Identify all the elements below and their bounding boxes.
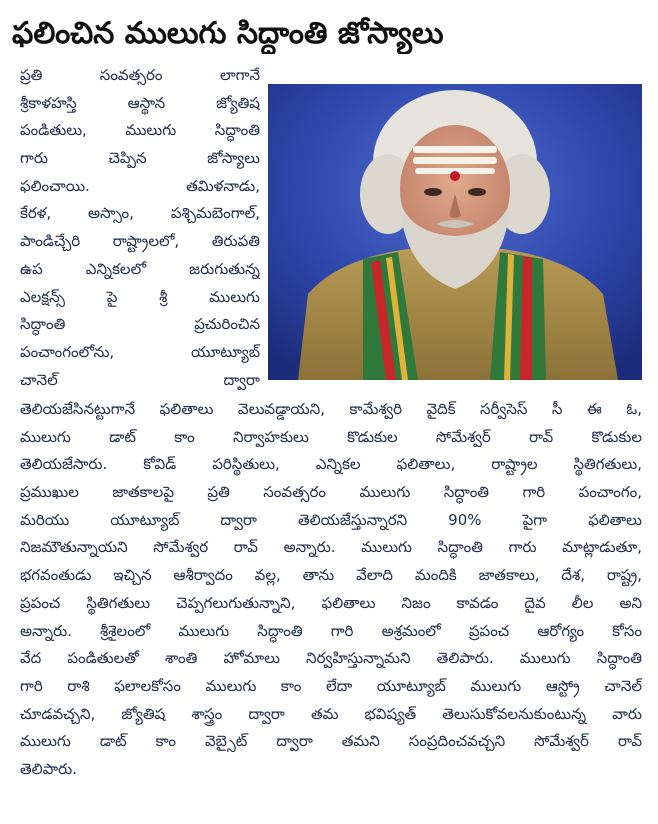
portrait-photo-graphic [268, 84, 642, 380]
text-line: పంచాంగంలోను, యూట్యూబ్ [20, 342, 260, 361]
text-line: ఎలక్షన్స్ పై శ్రీ ములుగు [20, 287, 260, 306]
text-line: చానెల్ ద్వారా [20, 370, 260, 389]
text-line: గారి రాశి ఫలాలకోసం ములుగు కాం లేదా యూట్యూబ్ ములుగు ఆస్ట్రో చానెల్ [20, 676, 642, 695]
text-line: సిద్ధాంతి ప్రచురించిన [20, 315, 260, 334]
full-width-text [20, 396, 642, 784]
text-line: భగవంతుడు ఇచ్చిన ఆశీర్వాదం వల్ల, తాను వేలాది మందికి జాతకాలు, దేశ, రాష్ట్ర, [20, 566, 642, 585]
text-line: పాండిచ్చేరి రాష్ట్రాలలో, తిరుపతి [20, 232, 260, 251]
text-line: పండితులు, ములుగు సిద్ధాంతి [20, 121, 260, 140]
text-line: తెలిపారు. [20, 759, 77, 778]
text-line: శ్రీకాళహస్తి ఆస్థాన జ్యోతిష [20, 93, 260, 112]
text-line: అన్నారు. శ్రీశైలంలో ములుగు సిద్ధాంతి గారి అశ్రమంలో ప్రపంచ ఆరోగ్యం కోసం [20, 621, 642, 640]
text-line: ప్రపంచ స్థితిగతులు చెప్పగలుగుతున్నాని, ఫలితాలు నిజం కావడం దైవ లీల అని [20, 593, 642, 612]
headline: ఫలించిన ములుగు సిద్ధాంతి జోస్యాలు [12, 16, 444, 51]
text-line: ప్రతి సంవత్సరం లాగానే [20, 66, 260, 84]
text-line: గారు చెప్పిన జోస్యాలు [20, 149, 260, 168]
text-line: మరియు యూట్యూబ్ ద్వారా తెలియజేస్తున్నారని 90% పైగా ఫలితాలు [20, 510, 642, 529]
text-line: ములుగు డాట్ కాం వెబ్సైట్ ద్వారా తమని సంప్రదించవచ్చని సోమేశ్వర్ రావ్ [20, 732, 642, 751]
text-line: నిజమౌతున్నాయని సోమేశ్వర రావ్ అన్నారు. ములుగు సిద్ధాంతి గారు మాట్లాడుతూ, [20, 538, 642, 557]
text-line: తెలియజేసారు. కోవిడ్ పరిస్థితులు, ఎన్నికల ఫలితాలు, రాష్ట్రాల స్థితిగతులు, [20, 455, 642, 474]
portrait-photo [268, 84, 642, 380]
text-line: వేద పండితులతో శాంతి హోమాలు నిర్వహిస్తున్నామని తెలిపారు. ములుగు సిద్ధాంతి [20, 649, 642, 668]
text-line: ములుగు డాట్ కాం నిర్వాహకులు కొడుకుల సోమేశ్వర్ రావ్ కొడుకుల [20, 427, 642, 446]
text-line: ఉప ఎన్నికలలో జరుగుతున్న [20, 259, 260, 278]
text-line: ఫలించాయి. తమిళనాడు, [20, 176, 260, 195]
left-column-text [20, 62, 260, 394]
text-line: చూడవచ్చని, జ్యోతిష శాస్త్రం ద్వారా తమ భవిష్యత్ తెలుసుకోవలనుకుంటున్న వారు [20, 704, 642, 723]
text-line: తెలియజేసినట్టుగానే ఫలితాలు వెలువడ్డాయని, కామేశ్వరి వైదిక్ సర్వీసెస్ సీ ఈ ఓ, [20, 400, 642, 418]
text-line: ప్రముఖుల జాతకాలపై ప్రతి సంవత్సరం ములుగు సిద్ధాంతి గారి పంచాంగం, [20, 483, 642, 502]
text-line: కేరళ, అస్సాం, పశ్చిమబెంగాల్, [20, 204, 260, 223]
